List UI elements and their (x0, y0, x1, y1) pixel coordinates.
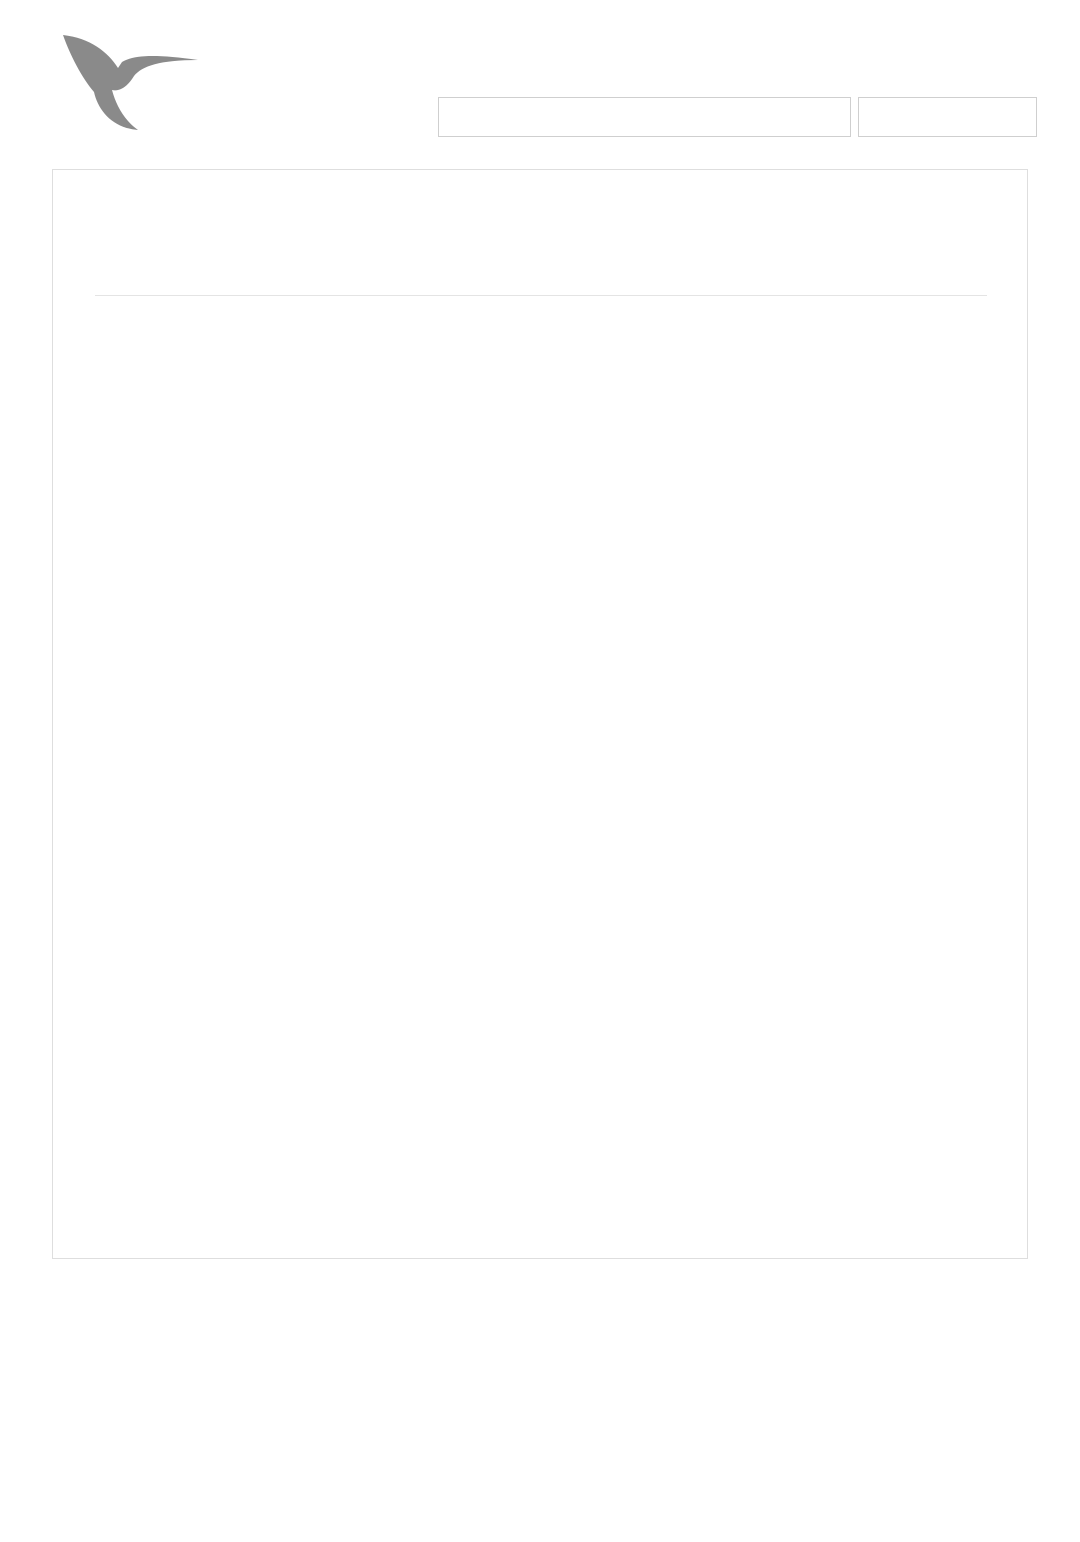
roof-diagram-colmo (163, 310, 423, 535)
roof-diagram-bordo (163, 591, 423, 816)
date-field (858, 97, 1037, 137)
roof-diagram-gronda (667, 310, 927, 535)
roof-diagram-compluvio (415, 310, 675, 535)
edge-types-card (52, 169, 1028, 1259)
section-divider (95, 295, 987, 296)
roof-diagram-displuvio (415, 591, 675, 816)
roof-diagram-bordi-inferiori (667, 591, 927, 816)
getadroner-logo (60, 30, 410, 140)
roof-diagram-bordi-superiori (163, 872, 423, 1097)
project-field (438, 97, 851, 137)
